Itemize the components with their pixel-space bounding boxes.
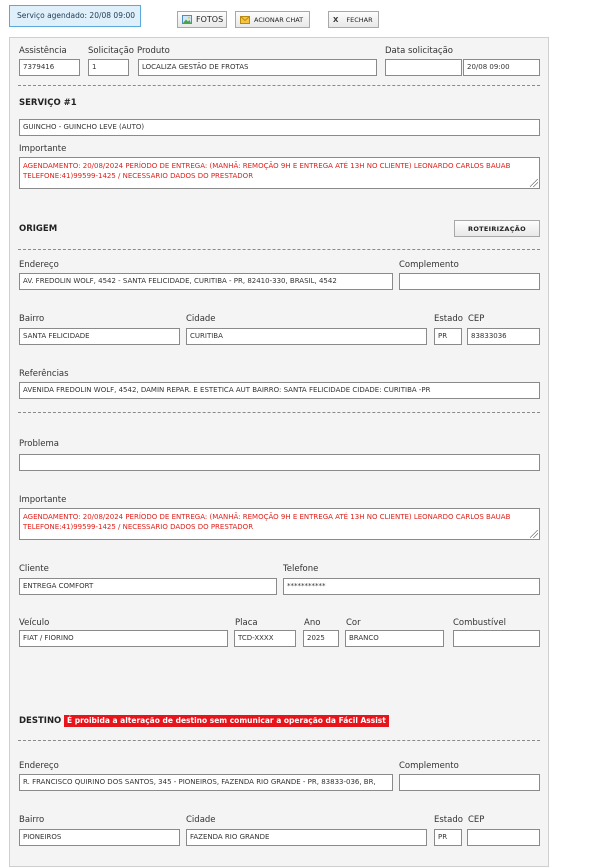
origem-cidade-field[interactable]: CURITIBA (186, 328, 427, 345)
destino-endereco-label: Endereço (19, 761, 59, 771)
textarea-resize-icon[interactable] (530, 179, 538, 187)
veiculo-label: Veículo (19, 618, 50, 628)
roteirizacao-button[interactable] (454, 220, 540, 237)
assistencia-field[interactable]: 7379416 (19, 59, 80, 76)
destino-complemento-label: Complemento (399, 761, 459, 771)
divider (18, 85, 540, 86)
solicitacao-field[interactable]: 1 (88, 59, 129, 76)
destino-bairro-label: Bairro (19, 815, 45, 825)
detalhes-importante-text: AGENDAMENTO: 20/08/2024 PERÍODO DE ENTREGA: (MANHÃ: REMOÇÃO 9H E ENTREGA ATÉ 13H NO CLIENTE) LEONARDO CARLOS BAUAB TELEFONE:41)99599-1425 / NECESSARIO DADOS DO PRESTADOR (23, 513, 511, 531)
produto-field[interactable]: LOCALIZA GESTÃO DE FROTAS (138, 59, 377, 76)
destino-cidade-label: Cidade (186, 815, 216, 825)
origem-endereco-label: Endereço (19, 260, 59, 270)
origem-complemento-label: Complemento (399, 260, 459, 270)
origem-estado-label: Estado (434, 314, 463, 324)
combustivel-label: Combustível (453, 618, 506, 628)
data-solicitacao-label: Data solicitação (385, 46, 454, 56)
destino-cep-field[interactable] (467, 829, 540, 846)
placa-field[interactable]: TCD-XXXX (234, 630, 296, 647)
divider (18, 412, 540, 413)
problema-field[interactable] (19, 454, 540, 471)
veiculo-field[interactable]: FIAT / FIORINO (19, 630, 228, 647)
photos-label: FOTOS (196, 15, 224, 24)
problema-label: Problema (19, 439, 59, 449)
cor-label: Cor (346, 618, 361, 628)
placa-label: Placa (235, 618, 258, 628)
cliente-label: Cliente (19, 564, 49, 574)
ano-field[interactable]: 2025 (303, 630, 339, 647)
scheduled-badge (9, 5, 141, 27)
destino-estado-field[interactable]: PR (434, 829, 462, 846)
destino-endereco-field[interactable]: R. FRANCISCO QUIRINO DOS SANTOS, 345 - PIONEIROS, FAZENDA RIO GRANDE - PR, 83833-036, BR, (19, 774, 393, 791)
servico-field[interactable]: GUINCHO - GUINCHO LEVE (AUTO) (19, 119, 540, 136)
scheduled-text: Serviço agendado: 20/08 09:00 (17, 11, 136, 20)
servico-importante-text: AGENDAMENTO: 20/08/2024 PERÍODO DE ENTREGA: (MANHÃ: REMOÇÃO 9H E ENTREGA ATÉ 13H NO CLIENTE) LEONARDO CARLOS BAUAB TELEFONE:41)99599-1425 / NECESSARIO DADOS DO PRESTADOR (23, 162, 511, 180)
roteirizacao-label: ROTEIRIZAÇÃO (468, 224, 526, 233)
servico-title: SERVIÇO #1 (19, 98, 77, 108)
origem-referencias-field[interactable]: AVENIDA FREDOLIN WOLF, 4542, DAMIN REPAR. E ESTETICA AUT BAIRRO: SANTA FELICIDADE CIDADE: CURITIBA -PR (19, 382, 540, 399)
photos-button[interactable] (177, 11, 227, 28)
close-label: FECHAR (346, 15, 373, 24)
servico-importante-label: Importante (19, 144, 67, 154)
close-icon: X (333, 15, 339, 24)
photo-icon (182, 15, 192, 24)
data-solicitacao-time-field[interactable]: 20/08 09:00 (463, 59, 540, 76)
destino-title: DESTINO (19, 716, 62, 726)
solicitacao-label: Solicitação (88, 46, 134, 56)
textarea-resize-icon[interactable] (530, 530, 538, 538)
data-solicitacao-date-field[interactable] (385, 59, 462, 76)
close-button[interactable] (328, 11, 379, 28)
detalhes-importante-label: Importante (19, 495, 67, 505)
destino-bairro-field[interactable]: PIONEIROS (19, 829, 180, 846)
destino-cidade-field[interactable]: FAZENDA RIO GRANDE (186, 829, 427, 846)
origem-title: ORIGEM (19, 224, 58, 234)
cliente-field[interactable]: ENTREGA COMFORT (19, 578, 277, 595)
telefone-label: Telefone (283, 564, 319, 574)
origem-cep-field[interactable]: 83833036 (467, 328, 540, 345)
origem-bairro-field[interactable]: SANTA FELICIDADE (19, 328, 180, 345)
ano-label: Ano (304, 618, 321, 628)
origem-cep-label: CEP (468, 314, 485, 324)
chat-button[interactable] (235, 11, 310, 28)
divider (18, 740, 540, 741)
origem-complemento-field[interactable] (399, 273, 540, 290)
destino-cep-label: CEP (468, 815, 485, 825)
cor-field[interactable]: BRANCO (345, 630, 444, 647)
servico-importante-textarea[interactable] (19, 157, 540, 189)
origem-endereco-field[interactable]: AV. FREDOLIN WOLF, 4542 - SANTA FELICIDADE, CURITIBA - PR, 82410-330, BRASIL, 4542 (19, 273, 393, 290)
divider (18, 249, 540, 250)
destino-warning-text: É proibida a alteração de destino sem comunicar a operação da Fácil Assist (67, 716, 386, 725)
destino-warning-banner (64, 715, 389, 727)
origem-bairro-label: Bairro (19, 314, 45, 324)
destino-estado-label: Estado (434, 815, 463, 825)
detalhes-importante-textarea[interactable] (19, 508, 540, 540)
destino-complemento-field[interactable] (399, 774, 540, 791)
origem-referencias-label: Referências (19, 369, 69, 379)
combustivel-field[interactable] (453, 630, 540, 647)
telefone-field[interactable]: *********** (283, 578, 540, 595)
origem-cidade-label: Cidade (186, 314, 216, 324)
envelope-icon (240, 16, 250, 24)
chat-label: ACIONAR CHAT (254, 15, 304, 24)
produto-label: Produto (137, 46, 170, 56)
origem-estado-field[interactable]: PR (434, 328, 462, 345)
assistencia-label: Assistência (19, 46, 67, 56)
